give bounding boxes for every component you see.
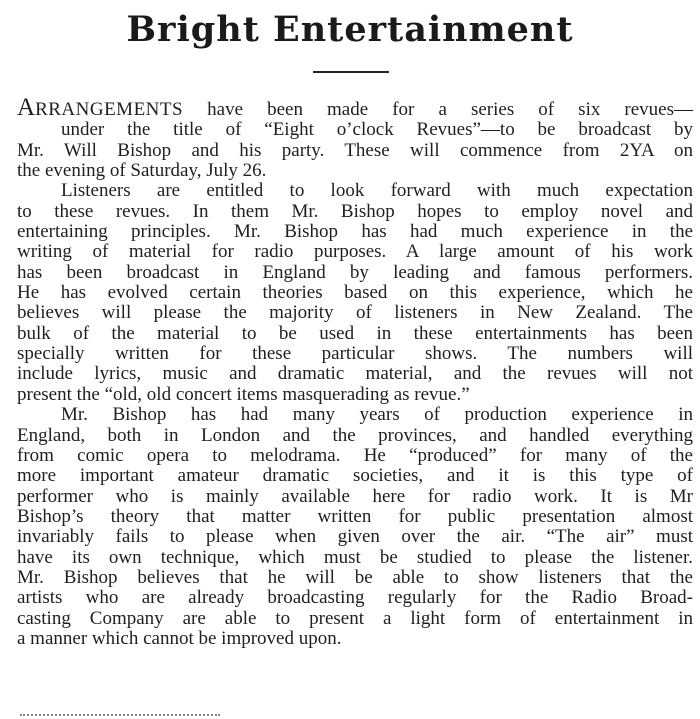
text-line-15: present the “old, old concert items masquerading as revue.” xyxy=(17,383,470,405)
text-line-21: Bishop’s theory that matter written for public presentation almost xyxy=(17,505,693,527)
text-line-18: from comic opera to melodrama. He “produced” for many of the xyxy=(17,444,693,466)
text-line-6: to these revues. In them Mr. Bishop hopes to employ novel and xyxy=(17,200,693,222)
text-line-16: Mr. Bishop has had many years of production experience in xyxy=(61,404,693,426)
text-line-25: artists who are already broadcasting regularly for the Radio Broad- xyxy=(17,587,693,609)
text-line-1 xyxy=(17,94,693,121)
text-line-20: performer who is mainly available here for radio work. It is Mr xyxy=(17,485,693,507)
text-line-10: He has evolved certain theories based on this experience, which he xyxy=(17,282,693,304)
text-line-9: has been broadcast in England by leading and famous performers. xyxy=(17,261,693,283)
text-line-3: Mr. Will Bishop and his party. These will commence from 2YA on xyxy=(17,139,693,161)
text-line-12: bulk of the material to be used in these entertainments has been xyxy=(17,322,693,344)
text-line-19: more important amateur dramatic societies, and it is this type of xyxy=(17,465,693,487)
page-edge-dots xyxy=(20,714,220,716)
paragraph-3 xyxy=(17,405,693,649)
text-line-13: specially written for these particular shows. The numbers will xyxy=(17,343,693,365)
text-line-14: include lyrics, music and dramatic material, and the revues will not xyxy=(17,363,693,385)
text-line-27: a manner which cannot be improved upon. xyxy=(17,627,342,649)
text-line-11: believes will please the majority of listeners in New Zealand. The xyxy=(17,302,693,324)
text-line-23: have its own technique, which must be studied to please the listener. xyxy=(17,546,693,568)
first-line-rest: have been made for a series of six revues— xyxy=(183,99,693,120)
text-line-24: Mr. Bishop believes that he will be able to show listeners that the xyxy=(17,566,693,588)
text-line-7: entertaining principles. Mr. Bishop has had much experience in the xyxy=(17,221,693,243)
opening-word: RRANGEMENTS xyxy=(35,99,184,120)
text-line-2: under the title of “Eight o’clock Revues”—to be broadcast by xyxy=(61,119,693,141)
text-line-4: the evening of Saturday, July 26. xyxy=(17,160,267,182)
text-line-5: Listeners are entitled to look forward with much expectation xyxy=(61,180,693,202)
drop-cap: A xyxy=(17,94,36,121)
text-line-8: writing of material for radio purposes. A large amount of his work xyxy=(17,241,693,263)
paragraph-2 xyxy=(17,181,693,405)
title-divider xyxy=(313,71,389,73)
paragraph-1 xyxy=(17,94,693,182)
text-line-22: invariably fails to please when given over the air. “The air” must xyxy=(17,526,693,548)
article-title: Bright Entertainment xyxy=(126,9,574,50)
text-line-26: casting Company are able to present a light form of entertainment in xyxy=(17,607,693,629)
text-line-17: England, both in London and the provinces, and handled everything xyxy=(17,424,693,446)
article-body xyxy=(17,94,693,649)
